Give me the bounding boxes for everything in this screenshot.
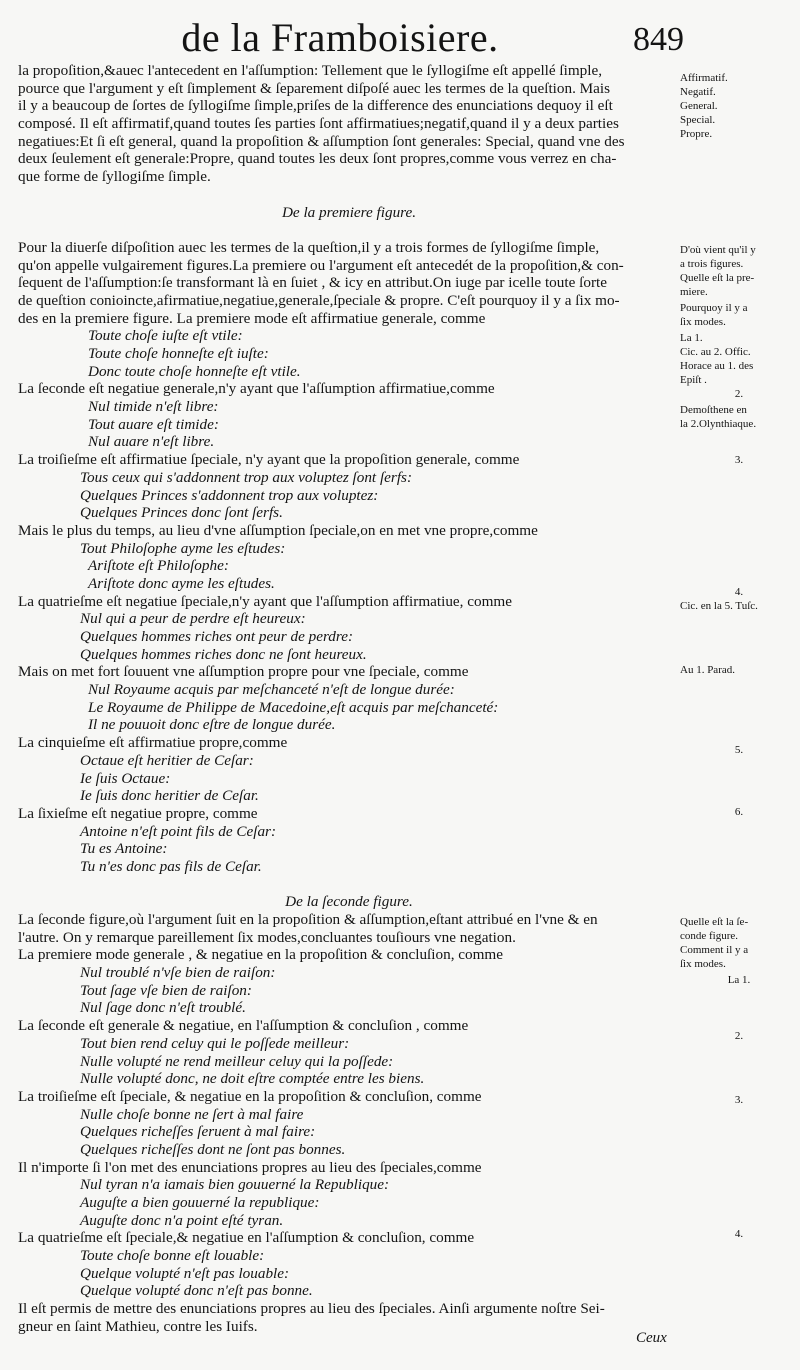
text-line: La ſeconde figure,où l'argument ſuit en la propoſition & aſſumption,eſtant attribué en l'vne & en bbox=[18, 911, 598, 928]
margin-note: miere. bbox=[680, 286, 708, 298]
syllogism-line: Ie ſuis Octaue: bbox=[80, 769, 171, 787]
syllogism-line: Tu es Antoine: bbox=[80, 840, 168, 858]
syllogism-line: Toute choſe bonne eſt louable: bbox=[80, 1247, 265, 1265]
margin-note: 2. bbox=[734, 1030, 744, 1042]
syllogism-line: Ie ſuis donc heritier de Ceſar. bbox=[80, 787, 259, 805]
margin-note: la 2.Olynthiaque. bbox=[680, 418, 757, 430]
syllogism-line: Tout auare eſt timide: bbox=[88, 415, 219, 433]
margin-note: 5. bbox=[734, 744, 744, 756]
text-line: negatiues:Et ſi eſt general, quand la propoſition & aſſumption ſont generales: Special, quand vne des bbox=[18, 132, 625, 150]
text-line: des en la premiere figure. La premiere mode eſt affirmatiue generale, comme bbox=[18, 309, 486, 327]
margin-note: 4. bbox=[734, 586, 744, 598]
syllogism-line: Quelques hommes riches ont peur de perdre: bbox=[80, 628, 354, 645]
section-heading: De la ſeconde figure. bbox=[285, 893, 413, 911]
text-line: La premiere mode generale , & negatiue en la propoſition & concluſion, comme bbox=[18, 946, 503, 964]
syllogism-line: Auguſte donc n'a point eſté tyran. bbox=[80, 1211, 284, 1229]
section-heading: De la premiere figure. bbox=[281, 203, 417, 221]
margin-note: Quelle eſt la ſe- bbox=[680, 916, 749, 928]
text-line: pource que l'argument y eſt ſimplement & ſeparement diſpoſé auec les termes de la queſtion. Mais bbox=[18, 79, 611, 97]
text-line: de queſtion conioincte,afirmatiue,negatiue,generale,ſpeciale & propre. C'eſt pourquoy il y a ſix mo- bbox=[18, 291, 620, 309]
syllogism-line: Nul Royaume acquis par meſchanceté n'eſt de longue durée: bbox=[88, 681, 455, 699]
syllogism-line: Nul troublé n'vſe bien de raiſon: bbox=[80, 964, 276, 982]
syllogism-line: Nul tyran n'a iamais bien gouuerné la Republique: bbox=[80, 1176, 390, 1194]
margin-note: a trois figures. bbox=[680, 258, 744, 270]
syllogism-line: Quelques richeſſes dont ne ſont pas bonnes. bbox=[80, 1140, 346, 1158]
margin-note: Negatif. bbox=[680, 86, 716, 98]
margin-note: 3. bbox=[734, 454, 744, 466]
syllogism-line: Toute choſe honneſte eſt iuſte: bbox=[88, 345, 269, 362]
margin-note: Special. bbox=[680, 114, 716, 126]
syllogism-line: Tout bien rend celuy qui le poſſede meilleur: bbox=[80, 1034, 350, 1052]
text-line: La quatrieſme eſt ſpeciale,& negatiue en l'aſſumption & concluſion, comme bbox=[18, 1229, 475, 1247]
text-line: ſequent de l'aſſumption:ſe transformant là en ſuiet , & icy en attribut.On iuge par icelle toute ſorte bbox=[18, 274, 607, 292]
text-line: La cinquieſme eſt affirmatiue propre,comme bbox=[18, 734, 288, 752]
margin-note: Cic. au 2. Offic. bbox=[680, 346, 751, 358]
syllogism-line: Toute choſe iuſte eſt vtile: bbox=[88, 327, 243, 345]
text-line: l'autre. On y remarque pareillement ſix modes,concluantes touſiours vne negation. bbox=[18, 928, 516, 946]
syllogism-line: Nul ſage donc n'eſt troublé. bbox=[80, 999, 246, 1017]
margin-note: D'où vient qu'il y bbox=[680, 244, 756, 256]
text-line: Il n'importe ſi l'on met des enunciations propres au lieu des ſpeciales,comme bbox=[18, 1158, 482, 1176]
margin-note: Quelle eſt la pre- bbox=[680, 272, 755, 284]
text-line: deux ſeulement eſt generale:Propre, quand toutes les deux ſont propres,comme vous verrez en cha- bbox=[18, 150, 617, 168]
catchword: Ceux bbox=[636, 1330, 667, 1346]
margin-note: 4. bbox=[734, 1228, 744, 1240]
margin-note: Au 1. Parad. bbox=[680, 664, 735, 676]
margin-note: conde figure. bbox=[680, 930, 739, 942]
syllogism-line: Le Royaume de Philippe de Macedoine,eſt acquis par meſchanceté: bbox=[88, 698, 499, 716]
margin-note: General. bbox=[680, 100, 718, 112]
syllogism-line: Tout ſage vſe bien de raiſon: bbox=[80, 981, 252, 999]
syllogism-line: Nul qui a peur de perdre eſt heureux: bbox=[80, 610, 306, 628]
margin-note: La 1. bbox=[727, 974, 751, 986]
syllogism-line: Tous ceux qui s'addonnent trop aux voluptez ſont ſerfs: bbox=[80, 468, 413, 486]
syllogism-line: Nulle volupté donc, ne doit eſtre comptée entre les biens. bbox=[80, 1070, 425, 1088]
blank-line bbox=[18, 221, 680, 239]
text-line: gneur en ſaint Mathieu, contre les Iuifs. bbox=[18, 1317, 258, 1335]
text-line: La troiſieſme eſt ſpeciale, & negatiue en la propoſition & concluſion, comme bbox=[18, 1087, 482, 1105]
syllogism-line: Nulle volupté ne rend meilleur celuy qui la poſſede: bbox=[80, 1052, 394, 1070]
text-line: il y a beaucoup de ſortes de ſyllogiſme ſimple,priſes de la difference des enunciations dequoy il eſt bbox=[18, 97, 613, 115]
margin-note: Affirmatif. bbox=[680, 72, 728, 84]
text-line: La troiſieſme eſt affirmatiue ſpeciale, n'y ayant que la propoſition generale, comme bbox=[18, 451, 520, 469]
syllogism-line: Nul timide n'eſt libre: bbox=[88, 398, 219, 416]
margin-note: 2. bbox=[734, 388, 744, 400]
text-line: La quatrieſme eſt negatiue ſpeciale,n'y ayant que l'aſſumption affirmatiue, comme bbox=[18, 592, 512, 610]
syllogism-line: Antoine n'eſt point fils de Ceſar: bbox=[80, 822, 277, 840]
running-title: de la Framboisiere. bbox=[181, 15, 499, 60]
margin-note: Epiſt . bbox=[680, 374, 707, 386]
margin-note: Comment il y a bbox=[680, 944, 749, 956]
syllogism-line: Ariſtote donc ayme les eſtudes. bbox=[88, 574, 275, 592]
margin-note: Cic. en la 5. Tuſc. bbox=[680, 600, 758, 612]
syllogism-line: Nul auare n'eſt libre. bbox=[88, 433, 215, 451]
margin-note: ſix modes. bbox=[680, 316, 726, 328]
margin-note: 3. bbox=[734, 1094, 744, 1106]
syllogism-line: Quelques Princes donc ſont ſerfs. bbox=[80, 504, 283, 522]
text-line: Il eſt permis de mettre des enunciations propres au lieu des ſpeciales. Ainſi argumente noſtre Sei- bbox=[18, 1300, 605, 1318]
syllogism-line: Nulle choſe bonne ne ſert à mal faire bbox=[80, 1105, 304, 1123]
text-line: Pour la diuerſe diſpoſition auec les termes de la queſtion,il y a trois formes de ſyllogiſme ſimple, bbox=[18, 238, 600, 256]
syllogism-line: Quelque volupté n'eſt pas louable: bbox=[80, 1264, 290, 1282]
syllogism-line: Quelque volupté donc n'eſt pas bonne. bbox=[80, 1282, 313, 1300]
text-line: Mais on met fort ſouuent vne aſſumption propre pour vne ſpeciale, comme bbox=[18, 663, 469, 681]
syllogism-line: Tout Philoſophe ayme les eſtudes: bbox=[80, 539, 286, 557]
text-line: que forme de ſyllogiſme ſimple. bbox=[18, 168, 211, 186]
text-line: La ſixieſme eſt negatiue propre, comme bbox=[18, 804, 258, 822]
body-text bbox=[18, 62, 680, 1336]
text-line: la propoſition,&auec l'antecedent en l'aſſumption: Tellement que le ſyllogiſme eſt appellé ſimple, bbox=[18, 62, 603, 79]
margin-note: Demoſthene en bbox=[680, 404, 747, 416]
text-line: La ſeconde eſt negatiue generale,n'y ayant que l'aſſumption affirmatiue,comme bbox=[18, 380, 495, 398]
syllogism-line: Il ne pouuoit donc eſtre de longue durée. bbox=[88, 716, 336, 734]
syllogism-line: Auguſte a bien gouuerné la republique: bbox=[80, 1194, 320, 1211]
text-line: composé. Il eſt affirmatif,quand toutes ſes parties ſont affirmatiues;negatif,quand il y a deux parties bbox=[18, 115, 619, 133]
margin-note: Propre. bbox=[680, 128, 713, 140]
text-line: La ſeconde eſt generale & negatiue, en l'aſſumption & concluſion , comme bbox=[18, 1017, 469, 1035]
syllogism-line: Quelques richeſſes ſeruent à mal faire: bbox=[80, 1123, 316, 1141]
margin-note: Pourquoy il y a bbox=[680, 302, 748, 314]
blank-line bbox=[18, 186, 680, 204]
margin-note: Horace au 1. des bbox=[680, 360, 754, 372]
text-line: Mais le plus du temps, au lieu d'vne aſſumption ſpeciale,on en met vne propre,comme bbox=[18, 521, 538, 539]
margin-note: 6. bbox=[734, 806, 744, 818]
syllogism-line: Donc toute choſe honneſte eſt vtile. bbox=[88, 362, 301, 380]
page-number: 849 bbox=[633, 21, 684, 58]
syllogism-line: Tu n'es donc pas fils de Ceſar. bbox=[80, 857, 262, 875]
syllogism-line: Ariſtote eſt Philoſophe: bbox=[88, 557, 229, 575]
margin-note: La 1. bbox=[680, 332, 703, 344]
text-line: qu'on appelle vulgairement figures.La premiere ou l'argument eſt antecedét de la propoſition,& con- bbox=[18, 256, 624, 274]
syllogism-line: Octaue eſt heritier de Ceſar: bbox=[80, 751, 254, 769]
syllogism-line: Quelques Princes s'addonnent trop aux voluptez: bbox=[80, 486, 379, 504]
blank-line bbox=[18, 876, 680, 894]
margin-note: ſix modes. bbox=[680, 958, 726, 970]
syllogism-line: Quelques hommes riches donc ne ſont heureux. bbox=[80, 645, 367, 663]
